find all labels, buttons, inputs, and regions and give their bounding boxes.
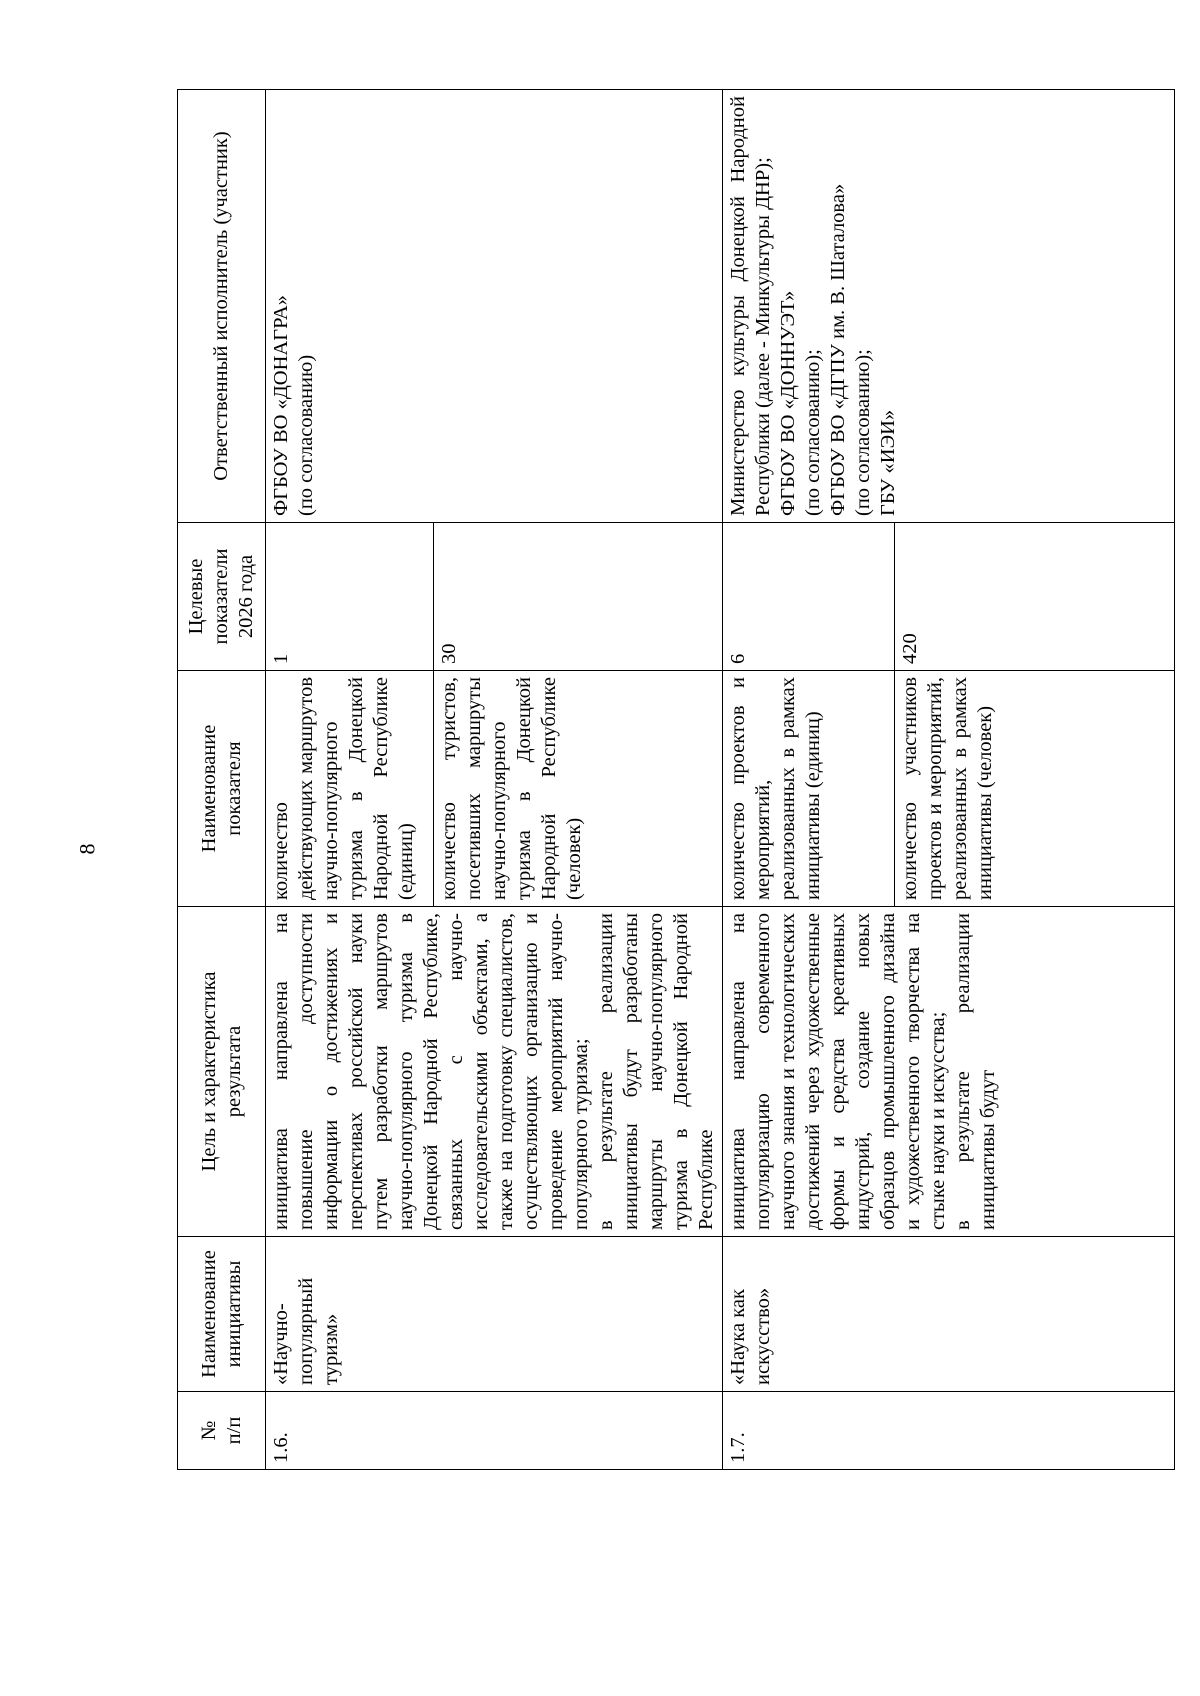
header-target: Целевые показатели 2026 года bbox=[178, 523, 266, 671]
header-indicator: Наименование показателя bbox=[178, 671, 266, 907]
row-indicator-value: 420 bbox=[895, 523, 1175, 671]
header-row bbox=[178, 90, 266, 1470]
row-responsible: Министерство культуры Донецкой Народной Республики (далее - Минкультуры ДНР); ФГБОУ ВО «ДОННУЭТ» (по согласованию); ФГБОУ ВО «ДГПУ им. В. Шаталова» (по согласованию); ГБУ «ИЭИ» bbox=[723, 90, 1175, 523]
row-indicator-name: количество туристов, посетивших маршруты научно-популярного туризма в Донецкой Народной Республике (человек) bbox=[434, 671, 723, 907]
row-num: 1.6. bbox=[266, 1392, 723, 1470]
initiatives-table bbox=[177, 89, 1175, 1470]
row-goal: инициатива направлена на популяризацию современного научного знания и технологических достижений через художественные формы и средства креативных индустрий, создание новых образцов промышленного дизайна и художественного творчества на стыке науки и искусства; в результате реализации инициативы будут bbox=[723, 907, 1175, 1237]
row-indicator-name: количество проектов и мероприятий, реализованных в рамках инициативы (единиц) bbox=[723, 671, 895, 907]
row-initiative: «Научно-популярный туризм» bbox=[266, 1237, 723, 1392]
table-row bbox=[723, 90, 895, 1470]
header-goal: Цель и характеристика результата bbox=[178, 907, 266, 1237]
row-indicator-value: 1 bbox=[266, 523, 434, 671]
row-initiative: «Наука как искусство» bbox=[723, 1237, 1175, 1392]
row-num: 1.7. bbox=[723, 1392, 1175, 1470]
row-indicator-value: 6 bbox=[723, 523, 895, 671]
row-indicator-name: количество участников проектов и мероприятий, реализованных в рамках инициативы (человек) bbox=[895, 671, 1175, 907]
header-num: № п/п bbox=[178, 1392, 266, 1470]
header-responsible: Ответственный исполнитель (участник) bbox=[178, 90, 266, 523]
page-number: 8 bbox=[74, 843, 100, 855]
row-indicator-name: количество действующих маршрутов научно-популярного туризма в Донецкой Народной Республике (единиц) bbox=[266, 671, 434, 907]
row-goal: инициатива направлена на повышение доступности информации о достижениях и перспективах российской науки путем разработки маршрутов научно-популярного туризма в Донецкой Народной Республике, связанных с научно-исследовательскими объектами, а также на подготовку специалистов, осуществляющих организацию и проведение мероприятий научно-популярного туризма; в результате реализации инициативы будут разработаны маршруты научно-популярного туризма в Донецкой Народной Республике bbox=[266, 907, 723, 1237]
table-row bbox=[266, 90, 434, 1470]
row-indicator-value: 30 bbox=[434, 523, 723, 671]
header-initiative: Наименование инициативы bbox=[178, 1237, 266, 1392]
rotated-table-container bbox=[177, 90, 1137, 1470]
row-responsible: ФГБОУ ВО «ДОНАГРА» (по согласованию) bbox=[266, 90, 723, 523]
